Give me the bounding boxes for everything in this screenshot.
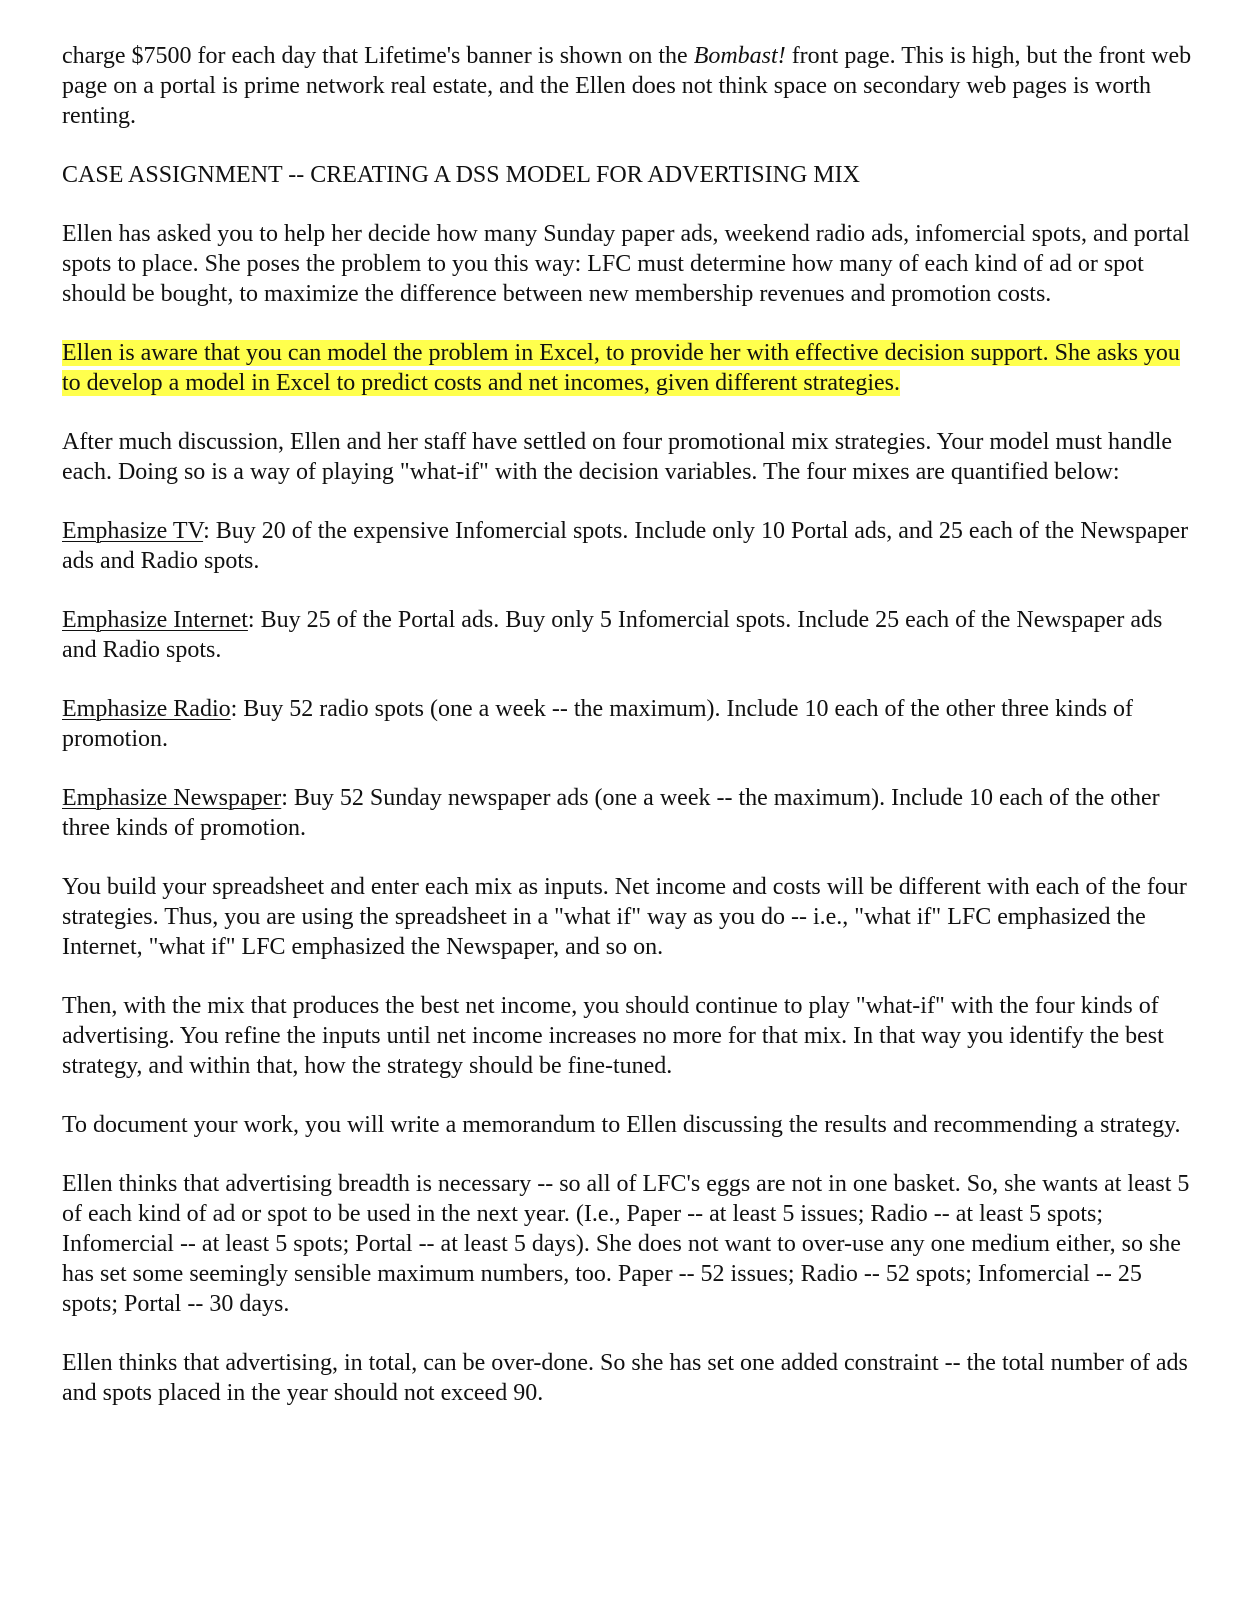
strategy-description: : Buy 52 radio spots (one a week -- the maximum). Include 10 each of the other three kinds of promotion.	[62, 696, 1134, 752]
strategy-description: : Buy 20 of the expensive Infomercial spots. Include only 10 Portal ads, and 25 each of the Newspaper ads and Radio spots.	[62, 518, 1189, 574]
paragraph-spreadsheet-what-if: You build your spreadsheet and enter each mix as inputs. Net income and costs will be different with each of the four strategies. Thus, you are using the spreadsheet in a "what if" way as you do -- i.e., "what if" LFC emphasized the Internet, "what if" LFC emphasized the Newspaper, and so on.	[62, 874, 1187, 960]
bombast-title: Bombast!	[693, 43, 786, 69]
strategy-label: Emphasize Newspaper	[62, 785, 282, 811]
paragraph-problem-statement: Ellen has asked you to help her decide how many Sunday paper ads, weekend radio ads, infomercial spots, and portal spots to place. She poses the problem to you this way: LFC must determine how many of each kind of ad or spot should be bought, to maximize the difference between new membership revenues and promotion costs.	[62, 221, 1190, 307]
paragraph-min-max-constraints: Ellen thinks that advertising breadth is necessary -- so all of LFC's eggs are not in one basket. So, she wants at least 5 of each kind of ad or spot to be used in the next year. (I.e., Paper -- at least 5 issues; Radio -- at least 5 spots; Infomercial -- at least 5 spots; Portal -- at least 5 days). She does not want to over-use any one medium either, so she has set some seemingly sensible maximum numbers, too. Paper -- 52 issues; Radio -- 52 spots; Infomercial -- 25 spots; Portal -- 30 days.	[62, 1171, 1190, 1317]
banner-cost-text-end: front page. This is high, but the front web page on a portal is prime network real estate, and the Ellen does not think space on secondary web pages is worth renting.	[62, 43, 1192, 129]
strategy-emphasize-newspaper	[62, 783, 1202, 843]
paragraph-banner-cost	[62, 41, 1202, 131]
strategy-emphasize-tv	[62, 516, 1202, 576]
case-assignment-heading: CASE ASSIGNMENT -- CREATING A DSS MODEL FOR ADVERTISING MIX	[62, 162, 860, 188]
banner-cost-text-start: charge $7500 for each day that Lifetime's banner is shown on the	[62, 43, 694, 69]
strategy-description: : Buy 25 of the Portal ads. Buy only 5 Infomercial spots. Include 25 each of the Newspaper ads and Radio spots.	[62, 607, 1163, 663]
document-page	[62, 41, 1202, 1437]
paragraph-memorandum: To document your work, you will write a memorandum to Ellen discussing the results and recommending a strategy.	[62, 1112, 1181, 1138]
paragraph-excel-model	[62, 338, 1202, 398]
paragraph-strategies-intro: After much discussion, Ellen and her staff have settled on four promotional mix strategies. Your model must handle each. Doing so is a way of playing "what-if" with the decision variables. The four mixes are quantified below:	[62, 429, 1173, 485]
highlighted-text: Ellen is aware that you can model the problem in Excel, to provide her with effective decision support. She asks you to develop a model in Excel to predict costs and net incomes, given different strategies.	[62, 340, 1180, 396]
strategy-label: Emphasize Radio	[62, 696, 231, 722]
paragraph-refine-inputs: Then, with the mix that produces the best net income, you should continue to play "what-if" with the four kinds of advertising. You refine the inputs until net income increases no more for that mix. In that way you identify the best strategy, and within that, how the strategy should be fine-tuned.	[62, 993, 1164, 1079]
strategy-label: Emphasize TV	[62, 518, 204, 544]
strategy-label: Emphasize Internet	[62, 607, 248, 633]
strategy-description: : Buy 52 Sunday newspaper ads (one a week -- the maximum). Include 10 each of the other three kinds of promotion.	[62, 785, 1160, 841]
strategy-emphasize-internet	[62, 605, 1202, 665]
strategy-emphasize-radio	[62, 694, 1202, 754]
paragraph-total-constraint: Ellen thinks that advertising, in total, can be over-done. So she has set one added constraint -- the total number of ads and spots placed in the year should not exceed 90.	[62, 1350, 1188, 1406]
